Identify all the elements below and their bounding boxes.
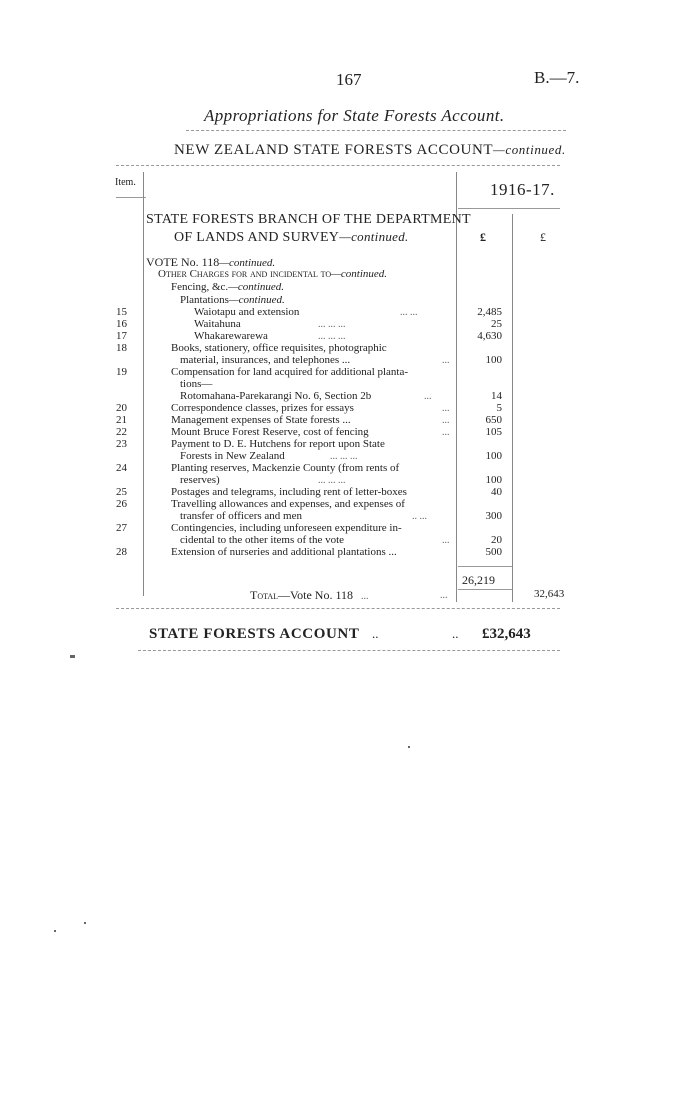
item-amount: 25: [491, 318, 502, 330]
scan-speck: [70, 655, 75, 658]
item-amount: 5: [496, 402, 502, 414]
account-title-main: NEW ZEALAND STATE FORESTS ACCOUNT: [174, 142, 494, 158]
item-amount: 20: [491, 534, 502, 546]
total-label: [250, 588, 369, 603]
item-number: 27: [116, 522, 127, 534]
leader-dots: ...: [442, 415, 450, 426]
other-charges-label: Other Charges for and incidental to: [158, 268, 332, 280]
item-description: Compensation for land acquired for additional planta-: [171, 366, 409, 378]
leader-dots: ...: [361, 591, 369, 602]
leader-dots: .. ...: [412, 511, 427, 522]
item-description-continued: cidental to the other items of the vote: [180, 534, 345, 546]
bottom-rule: [138, 650, 560, 651]
item-amount: 650: [485, 414, 502, 426]
leader-dots: ... ... ...: [318, 331, 346, 342]
leader-dots: ...: [440, 590, 448, 601]
item-description-continued: transfer of officers and men: [180, 510, 302, 522]
item-amount: 300: [485, 510, 502, 522]
item-number: 15: [116, 306, 127, 318]
item-description: Waiotapu and extension: [194, 306, 300, 318]
leader-dots: ... ... ...: [330, 451, 358, 462]
fencing-label: Fencing, &c.: [171, 281, 229, 293]
item-description: Mount Bruce Forest Reserve, cost of fencing: [171, 426, 369, 438]
item-description: Extension of nurseries and additional plantations ...: [171, 546, 397, 558]
year-heading: 1916-17.: [490, 180, 555, 199]
item-description: Payment to D. E. Hutchens for report upon State: [171, 438, 385, 450]
item-description: Waitahuna: [194, 318, 241, 330]
item-amount: 100: [485, 450, 502, 462]
leader-dots: ...: [442, 535, 450, 546]
item-number: 26: [116, 498, 127, 510]
plantations-label: Plantations: [180, 294, 229, 306]
leader-dots: ...: [442, 427, 450, 438]
item-number: 18: [116, 342, 127, 354]
item-number: 17: [116, 330, 127, 342]
scan-speck: [84, 922, 86, 924]
item-description-continued: Rotomahana-Parekarangi No. 6, Section 2b: [180, 390, 372, 402]
account-title: [174, 142, 566, 159]
total-amount: 32,643: [534, 588, 565, 600]
vote-heading-label: VOTE No. 118: [146, 255, 220, 269]
pound-symbol-total: £: [540, 230, 546, 244]
item-amount: 500: [485, 546, 502, 558]
appropriations-title: Appropriations for State Forests Account.: [204, 106, 505, 125]
leader-dots: ... ...: [400, 307, 418, 318]
pound-symbol-items: £: [480, 230, 486, 244]
branch-heading-line2: [174, 229, 409, 246]
item-amount: 14: [491, 390, 502, 402]
item-description-continued: reserves): [180, 474, 220, 486]
state-forests-account-amount: £32,643: [482, 626, 531, 642]
item-number: 21: [116, 414, 127, 426]
fencing-heading: [171, 281, 284, 293]
item-description-continued: material, insurances, and telephones ...: [180, 354, 351, 366]
item-number: 24: [116, 462, 127, 474]
leader-dots: ..: [372, 626, 379, 641]
branch-heading-line2-text: OF LANDS AND SURVEY: [174, 230, 340, 245]
leader-dots: ... ... ...: [318, 319, 346, 330]
scan-speck: [54, 930, 56, 932]
item-number: 20: [116, 402, 127, 414]
item-description: Travelling allowances and expenses, and expenses of: [171, 498, 405, 510]
item-amount: 100: [485, 474, 502, 486]
scan-speck: [408, 746, 410, 748]
total-rule: [116, 608, 560, 609]
state-forests-account-label: STATE FORESTS ACCOUNT: [149, 626, 360, 642]
year-head-rule: [458, 208, 560, 209]
item-number: 22: [116, 426, 127, 438]
description-column-rule: [456, 172, 457, 602]
item-description: Management expenses of State forests ...: [171, 414, 351, 426]
item-description: Postages and telegrams, including rent of letter-boxes: [171, 486, 407, 498]
item-description: Planting reserves, Mackenzie County (from rents of: [171, 462, 400, 474]
leader-dots: ...: [442, 355, 450, 366]
plantations-heading: [180, 294, 285, 306]
leader-dots: ...: [424, 391, 432, 402]
subtotal-rule-top: [458, 566, 512, 567]
vote-heading-continued: —continued.: [219, 257, 276, 269]
fencing-continued: —continued.: [228, 281, 285, 293]
document-reference: B.—7.: [534, 68, 580, 87]
branch-heading-line1: STATE FORESTS BRANCH OF THE DEPARTMENT: [146, 212, 471, 227]
item-description: Whakarewarewa: [194, 330, 268, 342]
leader-dots: ..: [452, 626, 459, 641]
branch-heading-continued: —continued.: [339, 229, 409, 244]
item-amount: 2,485: [477, 306, 502, 318]
subtotal-amount: 26,219: [462, 573, 495, 587]
leader-dots: ... ... ...: [318, 475, 346, 486]
item-description: Contingencies, including unforeseen expenditure in-: [171, 522, 402, 534]
item-description-continued: tions—: [180, 378, 213, 390]
item-number: 16: [116, 318, 127, 330]
other-charges-heading: [158, 268, 387, 280]
item-amount: 40: [491, 486, 502, 498]
subtotal-rule-bottom: [458, 589, 512, 590]
title-rule: [116, 165, 560, 166]
item-number: 19: [116, 366, 127, 378]
other-charges-continued: —continued.: [331, 268, 388, 280]
leader-dots: ...: [442, 403, 450, 414]
item-amount: 100: [485, 354, 502, 366]
amount-column-rule: [512, 214, 513, 602]
item-number: 25: [116, 486, 127, 498]
item-description: Books, stationery, office requisites, photographic: [171, 342, 387, 354]
header-rule: [186, 130, 566, 131]
item-amount: 4,630: [477, 330, 502, 342]
item-column-label: Item.: [115, 177, 136, 188]
page-number: 167: [336, 70, 362, 89]
item-number: 28: [116, 546, 127, 558]
item-amount: 105: [485, 426, 502, 438]
total-label-word: Total: [250, 588, 279, 602]
item-number: 23: [116, 438, 127, 450]
item-head-rule: [116, 197, 146, 198]
account-title-continued: —continued.: [493, 142, 566, 157]
item-description-continued: Forests in New Zealand: [180, 450, 285, 462]
plantations-continued: —continued.: [228, 294, 285, 306]
total-label-vote: —Vote No. 118: [278, 588, 354, 602]
item-description: Correspondence classes, prizes for essays: [171, 402, 354, 414]
